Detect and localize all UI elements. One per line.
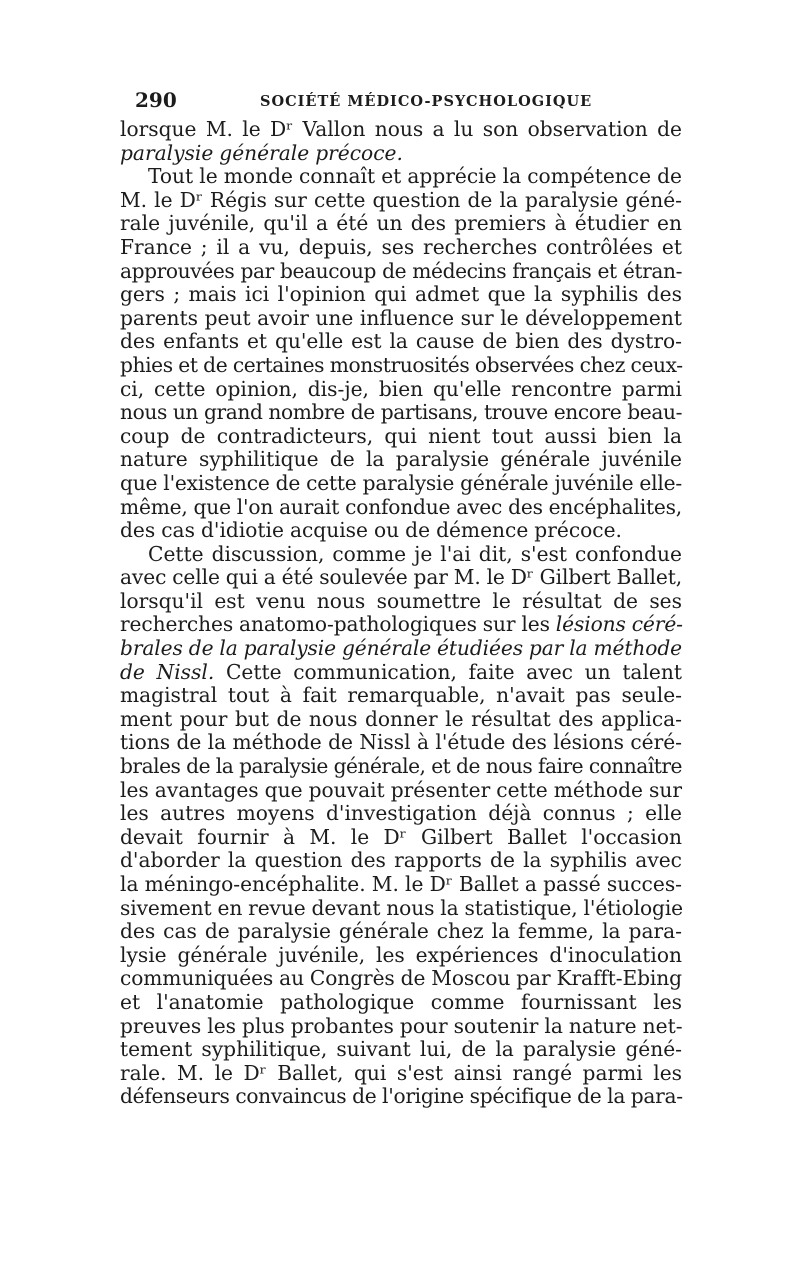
text-line: Cette discussion, comme je l'ai dit, s'est confondue [148, 541, 682, 566]
text-line-mixed [120, 613, 682, 637]
page [120, 88, 682, 1109]
text-line: tement syphilitique, suivant lui, de la paralysie géné- [120, 1037, 682, 1062]
page-number: 290 [135, 88, 177, 112]
text-line: d'aborder la question des rapports de la syphilis avec [120, 848, 682, 873]
italic-segment: lésions céré- [555, 612, 683, 637]
text-line: lorsqu'il est venu nous soumettre le résultat de ses [120, 588, 682, 613]
italic-title: paralysie générale précoce. [120, 140, 403, 165]
text-line [120, 142, 682, 166]
text-line: rale. M. le Dʳ Ballet, qui s'est ainsi rangé parmi les [120, 1060, 682, 1085]
text-line: France ; il a vu, depuis, ses recherches contrôlées et [120, 234, 682, 259]
text-line: les autres moyens d'investigation déjà connus ; elle [120, 801, 682, 826]
text-line: ci, cette opinion, dis-je, bien qu'elle rencontre parmi [120, 376, 682, 401]
text-line: Tout le monde connaît et apprécie la compétence de [148, 164, 682, 189]
text-line: parents peut avoir une influence sur le développement [120, 305, 682, 330]
text-line: que l'existence de cette paralysie générale juvénile elle- [120, 470, 682, 495]
text-line: avec celle qui a été soulevée par M. le Dʳ Gilbert Ballet, [120, 565, 683, 590]
text-line: devait fournir à M. le Dʳ Gilbert Ballet l'occasion [120, 824, 682, 849]
text-line: preuves les plus probantes pour soutenir la nature net- [120, 1013, 683, 1038]
text-line: nous un grand nombre de partisans, trouve encore beau- [120, 400, 682, 425]
text-line: magistral tout à fait remarquable, n'avait pas seule- [120, 683, 682, 708]
text-line: des cas de paralysie générale chez la femme, la para- [120, 919, 682, 944]
text-line: lysie générale juvénile, les expériences d'inoculation [120, 942, 682, 967]
text-line: gers ; mais ici l'opinion qui admet que la syphilis des [120, 282, 682, 307]
text-line: sivement en revue devant nous la statistique, l'étiologie [120, 895, 684, 920]
text-line: communiquées au Congrès de Moscou par Krafft-Ebing [120, 966, 682, 991]
running-title: SOCIÉTÉ MÉDICO-PSYCHOLOGIQUE [260, 93, 593, 110]
text-line: les avantages que pouvait présenter cette méthode sur [120, 777, 682, 802]
text-line: des enfants et qu'elle est la cause de bien des dystro- [120, 329, 682, 354]
text-line: des cas d'idiotie acquise ou de démence précoce. [120, 518, 622, 543]
body-text [120, 118, 682, 1109]
text-line: nature syphilitique de la paralysie générale juvénile [120, 447, 682, 472]
roman-segment: Cette communication, faite avec un talent [214, 659, 682, 684]
text-line-mixed [120, 661, 682, 685]
text-line: rale juvénile, qu'il a été un des premiers à étudier en [120, 211, 682, 236]
text-line: M. le Dʳ Régis sur cette question de la paralysie géné- [120, 187, 682, 212]
text-line: brales de la paralysie générale, et de nous faire connaître [120, 754, 682, 779]
running-header [120, 88, 682, 118]
text-line [120, 637, 682, 661]
text-line: lorsque M. le Dʳ Vallon nous a lu son observation de [120, 117, 682, 141]
text-line: coup de contradicteurs, qui nient tout aussi bien la [120, 423, 682, 448]
text-line: phies et de certaines monstruosités observées chez ceux- [120, 352, 683, 377]
roman-segment: recherches anatomo-pathologiques sur les [120, 612, 556, 637]
text-line: et l'anatomie pathologique comme fournissant les [120, 989, 682, 1014]
text-line: défenseurs convaincus de l'origine spécifique de la para- [120, 1084, 683, 1109]
text-line: approuvées par beaucoup de médecins français et étran- [120, 258, 682, 283]
italic-segment: brales de la paralysie générale étudiées par la méthode [120, 636, 682, 661]
text-line: la méningo-encéphalite. M. le Dʳ Ballet a passé succes- [120, 872, 682, 896]
text-line: même, que l'on aurait confondue avec des encéphalites, [120, 494, 682, 519]
text-line: ment pour but de nous donner le résultat des applica- [120, 706, 682, 731]
italic-segment: de Nissl. [120, 659, 215, 684]
text-line: tions de la méthode de Nissl à l'étude des lésions céré- [120, 730, 682, 755]
